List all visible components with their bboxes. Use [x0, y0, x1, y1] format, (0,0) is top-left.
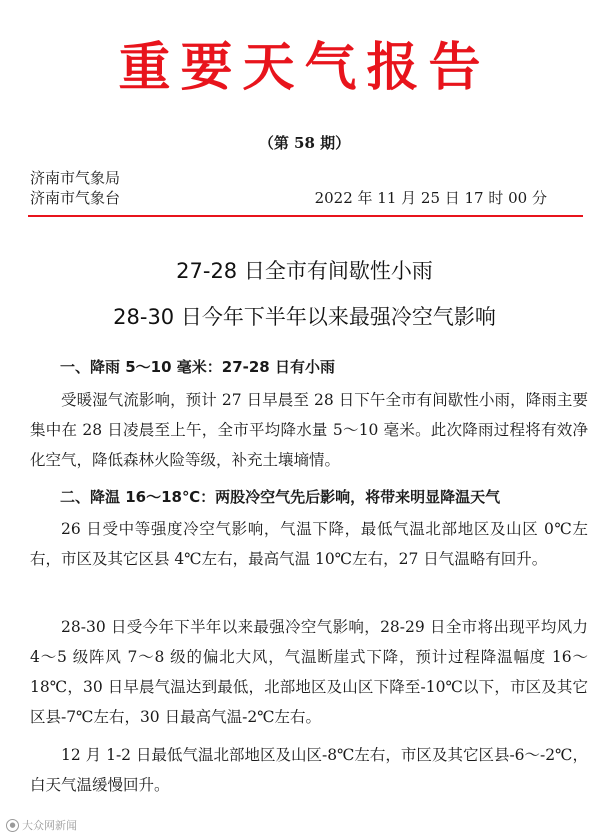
headline-line-1: 27-28 日全市有间歇性小雨: [176, 259, 433, 283]
paragraph-cooling-26: 26 日受中等强度冷空气影响，气温下降，最低气温北部地区及山区 0℃左右，市区及其它区县 4℃左右，最高气温 10℃左右，27 日气温略有回升。: [30, 520, 588, 568]
section-heading-cooling: 二、降温 16～18℃：两股冷空气先后影响，将带来明显降温天气: [60, 488, 501, 506]
watermark-text: 大众网新闻: [22, 819, 77, 832]
issue-date: 2022 年 11 月 25 日 17 时 00 分: [314, 189, 547, 207]
report-title: 重要天气报告: [118, 38, 491, 98]
section-heading-rain: 一、降雨 5～10 毫米：27-28 日有小雨: [60, 358, 335, 376]
paragraph-cooling-28-30: 28-30 日受今年下半年以来最强冷空气影响，28-29 日全市将出现平均风力 4～5 级阵风 7～8 级的偏北大风，气温断崖式下降，预计过程降温幅度 16～18℃，30 日早晨气温达到最低，北部地区及山区下降至-10℃以下，市区及其它区县-7℃左右，30 日最高气温-2℃左右。: [30, 618, 588, 726]
issuer-observatory: 济南市气象台: [30, 189, 121, 207]
watermark-icon: ●: [6, 819, 19, 832]
headline-line-2: 28-30 日今年下半年以来最强冷空气影响: [113, 305, 496, 329]
watermark: [6, 817, 77, 833]
issuer-bureau: 济南市气象局: [30, 169, 121, 187]
paragraph-rain: 受暖湿气流影响，预计 27 日早晨至 28 日下午全市有间歇性小雨，降雨主要集中在 28 日凌晨至上午，全市平均降水量 5～10 毫米。此次降雨过程将有效净化空气，降低森林火险等级，补充土壤墒情。: [30, 391, 588, 469]
paragraph-cooling-dec: 12 月 1-2 日最低气温北部地区及山区-8℃左右，市区及其它区县-6～-2℃，白天气温缓慢回升。: [30, 746, 588, 794]
issue-number: （第 58 期）: [258, 134, 351, 152]
header-divider: [28, 215, 583, 217]
